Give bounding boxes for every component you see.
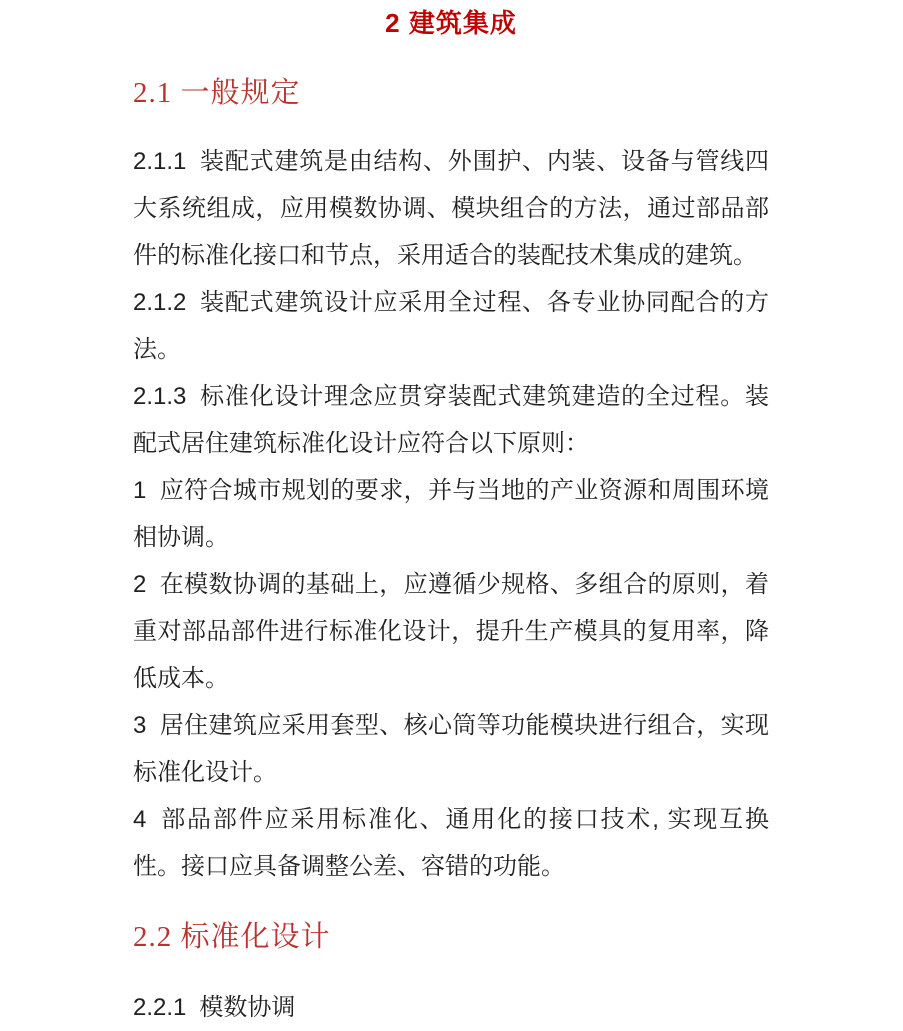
list-item-text: 应符合城市规划的要求，并与当地的产业资源和周围环境相协调。 bbox=[133, 477, 769, 551]
section-2-1-body bbox=[133, 138, 769, 890]
clause-text: 模数协调 bbox=[199, 994, 296, 1021]
list-item-text: 居住建筑应采用套型、核心筒等功能模块进行组合，实现标准化设计。 bbox=[133, 712, 769, 786]
list-item-text: 在模数协调的基础上，应遵循少规格、多组合的原则，着重对部品部件进行标准化设计，提升生产模具的复用率，降低成本。 bbox=[133, 571, 769, 692]
clause-number: 2.2.1 bbox=[133, 994, 187, 1021]
clause-number: 2.1.3 bbox=[133, 383, 187, 410]
list-item-text: 部品部件应采用标准化、通用化的接口技术, 实现互换性。接口应具备调整公差、容错的功能。 bbox=[133, 806, 769, 880]
clause-2-1-2 bbox=[133, 279, 769, 373]
section-heading-2-2: 2.2 标准化设计 bbox=[133, 921, 331, 953]
list-item-number: 2 bbox=[133, 571, 147, 598]
clause-text: 标准化设计理念应贯穿装配式建筑建造的全过程。装配式居住建筑标准化设计应符合以下原则： bbox=[133, 383, 769, 457]
clause-number: 2.1.1 bbox=[133, 148, 187, 175]
list-item-4 bbox=[133, 796, 769, 890]
list-item-2 bbox=[133, 561, 769, 702]
clause-number: 2.1.2 bbox=[133, 289, 187, 316]
list-item-3 bbox=[133, 702, 769, 796]
section-heading-2-1: 2.1 一般规定 bbox=[133, 77, 301, 109]
clause-text: 装配式建筑设计应采用全过程、各专业协同配合的方法。 bbox=[133, 289, 769, 363]
list-item-number: 1 bbox=[133, 477, 147, 504]
clause-2-1-1 bbox=[133, 138, 769, 279]
list-item-1 bbox=[133, 467, 769, 561]
list-item-number: 4 bbox=[133, 806, 147, 833]
clause-text: 装配式建筑是由结构、外围护、内装、设备与管线四大系统组成，应用模数协调、模块组合的方法，通过部品部件的标准化接口和节点，采用适合的装配技术集成的建筑。 bbox=[133, 148, 769, 269]
list-item-number: 3 bbox=[133, 712, 147, 739]
page-title: 2 建筑集成 bbox=[385, 8, 517, 38]
clause-2-1-3 bbox=[133, 373, 769, 467]
